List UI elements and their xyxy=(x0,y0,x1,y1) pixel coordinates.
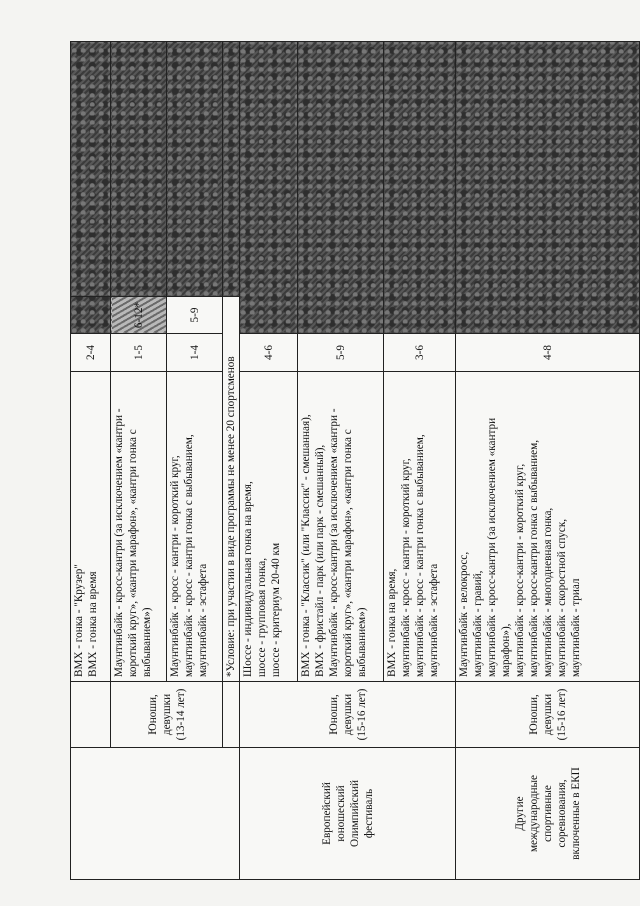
discipline-cell: Шоссе - индивидуальная гонка на время, шоссе - групповая гонка, шоссе - критериум 20-40 км xyxy=(240,372,298,682)
range-extra-cell: 5-9 xyxy=(167,297,223,334)
shaded-cell xyxy=(111,42,167,297)
table-row xyxy=(240,42,298,880)
shaded-cell xyxy=(223,42,240,297)
footnote-cell: *Условие: при участии в виде программы не менее 20 спортсменов xyxy=(223,297,240,682)
table-row xyxy=(456,42,640,880)
document-table-region xyxy=(70,42,638,880)
event-cell-empty xyxy=(71,748,240,880)
age-group-cell: Юноши, девушки (13-14 лет) xyxy=(111,682,223,748)
shaded-cell xyxy=(71,297,111,334)
range-extra-cell: 6-12* xyxy=(111,297,167,334)
event-cell: Другие международные спортивные соревнования, включенные в ЕКП xyxy=(456,748,640,880)
discipline-cell: BMX - гонка - "Крузер" BMX - гонка на время xyxy=(71,372,111,682)
discipline-cell: Маунтинбайк - велокросс, маунтинбайк - гравий, маунтинбайк - кросс-кантри (за исключением «кантри марафон»), маунтинбайк - кросс-кантри - короткий круг, маунтинбайк - кросс-кантри гонка с выбыванием, маунтинбайк - многодневная гонка, маунтинбайк - скоростной спуск, маунтинбайк - триал xyxy=(456,372,640,682)
discipline-cell: BMX - гонка на время, маунтинбайк - кросс - кантри - короткий круг, маунтинбайк - кросс - кантри гонка с выбыванием, маунтинбайк - эстафета xyxy=(384,372,456,682)
range-cell: 1-4 xyxy=(167,334,223,372)
group-cell-empty xyxy=(71,682,111,748)
event-cell: Европейский юношеский Олимпийский фестиваль xyxy=(240,748,456,880)
range-cell: 4-6 xyxy=(240,334,298,372)
range-cell: 5-9 xyxy=(298,334,384,372)
age-group-cell: Юноши, девушки (15-16 лет) xyxy=(240,682,456,748)
shaded-cell xyxy=(298,42,384,334)
shaded-cell xyxy=(456,42,640,334)
range-cell: 2-4 xyxy=(71,334,111,372)
shaded-cell xyxy=(240,42,298,334)
shaded-cell xyxy=(71,42,111,297)
shaded-cell xyxy=(384,42,456,334)
discipline-cell: Маунтинбайк - кросс-кантри (за исключением «кантри - короткий круг», «кантри марафон», «кантри гонка с выбыванием») xyxy=(111,372,167,682)
age-group-cell: Юноши, девушки (15-16 лет) xyxy=(456,682,640,748)
discipline-cell: BMX - гонка - "Классик" (или "Классик" - смешанная), BMX - фристайл - парк (или парк - смешанный), Маунтинбайк - кросс-кантри (за исключением «кантри - короткий круг», «кантри марафон», «кантри гонка с выбыванием») xyxy=(298,372,384,682)
discipline-cell: Маунтинбайк - кросс - кантри - короткий круг, маунтинбайк - кросс - кантри гонка с выбыванием, маунтинбайк - эстафета xyxy=(167,372,223,682)
range-cell: 1-5 xyxy=(111,334,167,372)
range-cell: 3-6 xyxy=(384,334,456,372)
table-row xyxy=(71,42,111,880)
shaded-cell xyxy=(167,42,223,297)
results-table xyxy=(70,41,640,880)
range-cell: 4-8 xyxy=(456,334,640,372)
